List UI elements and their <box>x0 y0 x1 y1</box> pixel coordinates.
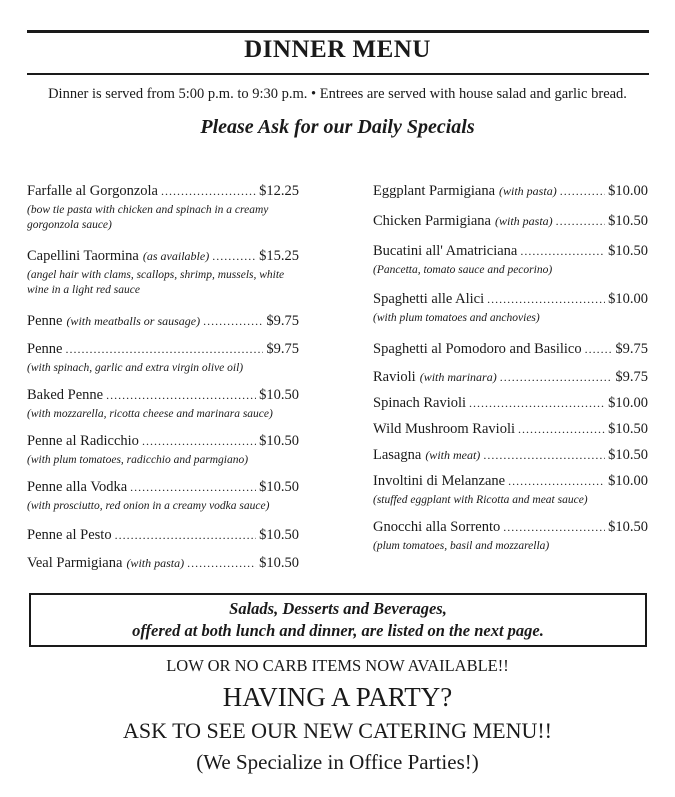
menu-item <box>27 340 299 376</box>
dot-leader <box>142 432 256 450</box>
menu-item-description: (angel hair with clams, scallops, shrimp, mussels, white wine in a light red sauce <box>27 269 285 296</box>
menu-item-name: Ravioli <box>373 369 416 385</box>
menu-item <box>373 472 648 508</box>
menu-item-line <box>373 242 648 260</box>
menu-item-line <box>373 368 648 386</box>
daily-specials-heading: Please Ask for our Daily Specials <box>200 116 475 138</box>
menu-item-line <box>27 182 299 200</box>
dot-leader <box>106 386 256 404</box>
menu-item-qualifier: (with pasta) <box>494 214 553 228</box>
menu-item-name: Gnocchi alla Sorrento <box>373 519 501 535</box>
dot-leader <box>115 526 257 544</box>
dot-leader <box>503 518 605 536</box>
menu-item-description: (bow tie pasta with chicken and spinach in a creamy gorgonzola sauce) <box>27 204 269 231</box>
catering-callout: ASK TO SEE OUR NEW CATERING MENU!! <box>123 718 552 743</box>
menu-item-qualifier: (with pasta) <box>499 184 557 198</box>
menu-item-name: Spaghetti alle Alici <box>373 291 485 307</box>
menu-item-price: $10.00 <box>608 395 648 411</box>
dot-leader <box>130 478 256 496</box>
menu-item-qualifier: (with pasta) <box>126 556 185 570</box>
menu-item <box>373 212 648 230</box>
menu-item <box>27 247 299 298</box>
menu-item-price: $10.50 <box>608 519 648 535</box>
dot-leader <box>518 420 605 438</box>
dot-leader <box>560 182 605 200</box>
menu-item-description: (stuffed eggplant with Ricotta and meat sauce) <box>373 494 588 506</box>
menu-item-price: $9.75 <box>266 341 299 357</box>
menu-item-line <box>373 340 648 358</box>
menu-item-price: $10.00 <box>608 473 648 489</box>
menu-item-name: Penne al Pesto <box>27 527 112 543</box>
menu-item <box>27 526 299 544</box>
menu-item-price: $10.50 <box>259 555 299 571</box>
menu-column-left <box>27 172 299 572</box>
dot-leader <box>212 247 256 265</box>
menu-item-qualifier: (with meatballs or sausage) <box>66 314 201 328</box>
menu-item-line <box>373 420 648 438</box>
menu-title: DINNER MENU <box>244 36 431 63</box>
menu-item-name: Veal Parmigiana <box>27 555 123 571</box>
menu-item-description: (with spinach, garlic and extra virgin olive oil) <box>27 362 244 374</box>
menu-item-price: $9.75 <box>266 313 299 329</box>
menu-item <box>27 312 299 330</box>
menu-item-description: (with mozzarella, ricotta cheese and marinara sauce) <box>27 408 273 420</box>
menu-item-price: $12.25 <box>259 183 299 199</box>
menu-item-price: $9.75 <box>615 341 648 357</box>
menu-item-qualifier: (with marinara) <box>419 370 497 384</box>
menu-item-name: Bucatini all' Amatriciana <box>373 243 518 259</box>
low-carb-banner: LOW OR NO CARB ITEMS NOW AVAILABLE!! <box>166 656 509 675</box>
menu-item <box>373 394 648 412</box>
menu-item-qualifier: (with meat) <box>425 448 481 462</box>
menu-item-price: $10.50 <box>608 447 648 463</box>
menu-item-description: (plum tomatoes, basil and mozzarella) <box>373 540 550 552</box>
menu-item <box>27 478 299 514</box>
dot-leader <box>161 182 256 200</box>
service-hours-note: Dinner is served from 5:00 p.m. to 9:30 p.m. • Entrees are served with house salad and garlic bread. <box>48 86 627 102</box>
menu-item-line <box>373 518 648 536</box>
menu-item-line <box>27 340 299 358</box>
menu-item-price: $10.50 <box>259 527 299 543</box>
menu-item-name: Spinach Ravioli <box>373 395 467 411</box>
menu-item-price: $10.00 <box>608 183 648 199</box>
menu-item-line <box>373 472 648 490</box>
menu-item-line <box>27 386 299 404</box>
party-heading: HAVING A PARTY? <box>222 682 453 712</box>
menu-item-name: Involtini di Melanzane <box>373 473 506 489</box>
dot-leader <box>585 340 613 358</box>
menu-item-price: $9.75 <box>615 369 648 385</box>
menu-item-name: Penne alla Vodka <box>27 479 128 495</box>
office-parties-note: (We Specialize in Office Parties!) <box>196 750 479 774</box>
menu-item <box>27 386 299 422</box>
menu-item <box>373 446 648 464</box>
dot-leader <box>187 554 256 572</box>
menu-item-name: Penne <box>27 341 63 357</box>
menu-item <box>373 368 648 386</box>
menu-item-line <box>373 212 648 230</box>
menu-item-qualifier: (as available) <box>142 249 210 263</box>
menu-item-price: $10.50 <box>259 433 299 449</box>
menu-item-description: (with plum tomatoes and anchovies) <box>373 312 540 324</box>
menu-item-line <box>373 182 648 200</box>
menu-item-name: Wild Mushroom Ravioli <box>373 421 515 437</box>
menu-item <box>373 420 648 438</box>
menu-item-line <box>27 247 299 265</box>
menu-item-name: Penne al Radicchio <box>27 433 139 449</box>
menu-item <box>373 518 648 554</box>
menu-item-price: $10.00 <box>608 291 648 307</box>
notice-line-2: offered at both lunch and dinner, are listed on the next page. <box>132 621 544 640</box>
menu-item <box>27 554 299 572</box>
title-rule <box>27 73 649 75</box>
menu-item-name: Lasagna <box>373 447 422 463</box>
menu-item <box>373 182 648 200</box>
menu-item-description: (Pancetta, tomato sauce and pecorino) <box>373 264 553 276</box>
menu-item-line <box>27 312 299 330</box>
top-rule <box>27 30 649 33</box>
menu-item-line <box>373 290 648 308</box>
menu-column-right <box>373 172 648 554</box>
menu-item <box>27 432 299 468</box>
menu-item-name: Baked Penne <box>27 387 104 403</box>
menu-item-price: $15.25 <box>259 248 299 264</box>
menu-item-name: Capellini Taormina <box>27 248 139 264</box>
menu-item-description: (with plum tomatoes, radicchio and parmgiano) <box>27 454 249 466</box>
menu-item-name: Chicken Parmigiana <box>373 213 491 229</box>
menu-item-line <box>27 526 299 544</box>
menu-item-line <box>27 432 299 450</box>
dot-leader <box>469 394 605 412</box>
menu-item-price: $10.50 <box>608 243 648 259</box>
dot-leader <box>487 290 605 308</box>
menu-item-name: Spaghetti al Pomodoro and Basilico <box>373 341 582 357</box>
dot-leader <box>65 340 263 358</box>
menu-item-price: $10.50 <box>608 213 648 229</box>
menu-item-line <box>373 394 648 412</box>
menu-item-line <box>27 554 299 572</box>
dot-leader <box>556 212 605 230</box>
dot-leader <box>520 242 605 260</box>
menu-item <box>373 242 648 278</box>
menu-item-line <box>27 478 299 496</box>
menu-item-name: Penne <box>27 313 63 329</box>
menu-item <box>373 340 648 358</box>
dot-leader <box>483 446 605 464</box>
menu-item-price: $10.50 <box>608 421 648 437</box>
menu-item <box>373 290 648 326</box>
menu-item-price: $10.50 <box>259 479 299 495</box>
notice-line-1: Salads, Desserts and Beverages, <box>229 599 447 618</box>
dot-leader <box>500 368 613 386</box>
menu-item-price: $10.50 <box>259 387 299 403</box>
dot-leader <box>508 472 605 490</box>
menu-item-line <box>373 446 648 464</box>
menu-item-description: (with prosciutto, red onion in a creamy vodka sauce) <box>27 500 270 512</box>
notice-box <box>29 593 647 647</box>
menu-item <box>27 182 299 233</box>
menu-item-name: Eggplant Parmigiana <box>373 183 496 199</box>
dot-leader <box>203 312 263 330</box>
menu-item-name: Farfalle al Gorgonzola <box>27 183 158 199</box>
